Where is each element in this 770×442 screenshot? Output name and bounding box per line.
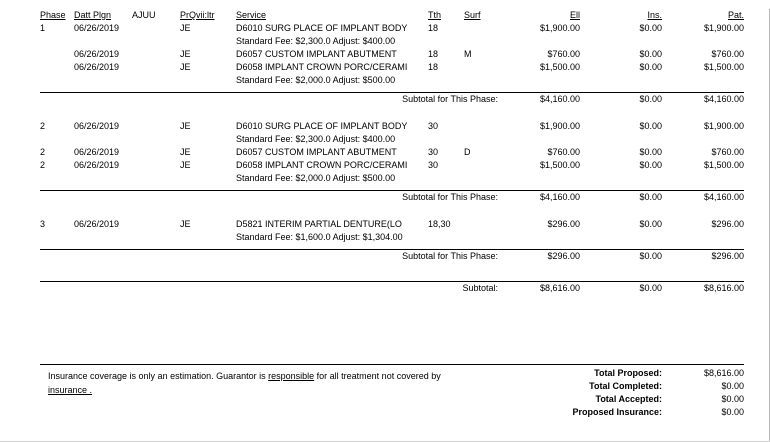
phase-subtotal-insurance: $0.00: [580, 191, 662, 205]
footer-divider: [40, 364, 744, 365]
row-spacer: [40, 263, 744, 272]
cell-insurance: $0.00: [639, 147, 662, 157]
cell-patient: $760.00: [711, 49, 744, 59]
disclaimer-text-part1: Insurance coverage is only an estimation. Guarantor is: [48, 371, 269, 381]
total-row-accepted: [444, 393, 744, 406]
phase-subtotal-row: [40, 191, 744, 205]
cell-provider: JE: [180, 219, 191, 229]
total-row-completed: [444, 380, 744, 393]
row-spacer: [40, 272, 744, 282]
cell-insurance: $0.00: [639, 160, 662, 170]
total-row-proposed-insurance: [444, 406, 744, 419]
phase-subtotal-label: Subtotal for This Phase:: [40, 250, 498, 264]
cell-patient: $1,900.00: [703, 121, 744, 131]
cell-provider: JE: [180, 23, 191, 33]
cell-surf: D: [464, 147, 471, 157]
cell-date: 06/26/2019: [74, 49, 120, 59]
col-header-pat: Pat.: [727, 10, 744, 20]
table-row-note: [40, 74, 744, 87]
grand-subtotal-label: Subtotal:: [40, 282, 498, 296]
table-header: [40, 9, 744, 22]
total-accepted-label: Total Accepted:: [595, 394, 662, 404]
col-header-ell: Ell: [569, 10, 580, 20]
cell-date: 06/26/2019: [74, 147, 120, 157]
cell-provider: JE: [180, 62, 191, 72]
insurance-disclaimer: [48, 369, 488, 397]
disclaimer-text-line2: insurance .: [48, 385, 93, 395]
phase-subtotal-fee: $4,160.00: [498, 191, 580, 205]
row-spacer: [40, 204, 744, 213]
cell-service: D6057 CUSTOM IMPLANT ABUTMENT: [236, 147, 397, 157]
footer-section: [40, 364, 744, 417]
cell-service: D6010 SURG PLACE OF IMPLANT BODY: [236, 121, 408, 131]
phase-subtotal-row: [40, 93, 744, 107]
cell-ajuu: [132, 48, 180, 61]
table-row-note: [40, 133, 744, 146]
total-completed-label: Total Completed:: [589, 381, 662, 391]
cell-standard-fee-note: Standard Fee: $2,300.0 Adjust: $400.00: [236, 36, 396, 46]
cell-service: D6058 IMPLANT CROWN PORC/CERAMI: [236, 160, 408, 170]
cell-tth: 18,30: [428, 219, 451, 229]
grand-subtotal-insurance: $0.00: [580, 282, 662, 296]
cell-tth: 18: [428, 23, 439, 33]
table-row[interactable]: [40, 120, 744, 133]
table-row-note: [40, 172, 744, 185]
col-header-tth: Tth: [428, 10, 442, 20]
cell-surf: [464, 159, 498, 172]
cell-provider: JE: [180, 121, 191, 131]
phase-subtotal-row: [40, 250, 744, 264]
disclaimer-text-responsible: responsible: [268, 371, 315, 381]
cell-phase: 2: [40, 147, 46, 157]
table-row[interactable]: [40, 48, 744, 61]
cell-insurance: $0.00: [639, 219, 662, 229]
col-header-service: Service: [236, 10, 267, 20]
table-row[interactable]: [40, 61, 744, 74]
cell-phase: 3: [40, 219, 46, 229]
cell-surf: [464, 218, 498, 231]
col-header-surf: Surf: [464, 10, 481, 20]
cell-standard-fee-note: Standard Fee: $1,600.0 Adjust: $1,304.00: [236, 232, 403, 242]
cell-fee: $1,900.00: [539, 121, 580, 131]
cell-surf: [464, 120, 498, 133]
col-header-provider: PrQvii:ltr: [180, 10, 215, 20]
cell-fee: $1,900.00: [539, 23, 580, 33]
grand-subtotal-fee: $8,616.00: [498, 282, 580, 296]
cell-service: D6010 SURG PLACE OF IMPLANT BODY: [236, 23, 408, 33]
cell-service: D5821 INTERIM PARTIAL DENTURE(LO: [236, 219, 402, 229]
cell-tth: 30: [428, 160, 439, 170]
cell-date: 06/26/2019: [74, 62, 120, 72]
cell-standard-fee-note: Standard Fee: $2,300.0 Adjust: $400.00: [236, 134, 396, 144]
cell-ajuu: [132, 159, 180, 172]
row-spacer: [40, 106, 744, 115]
cell-phase: [40, 61, 74, 74]
table-row-note: [40, 35, 744, 48]
cell-provider: JE: [180, 160, 191, 170]
cell-phase: 2: [40, 121, 46, 131]
total-row-proposed: [444, 367, 744, 380]
phase-subtotal-insurance: $0.00: [580, 93, 662, 107]
cell-date: 06/26/2019: [74, 23, 120, 33]
table-row-note: [40, 231, 744, 244]
cell-fee: $296.00: [547, 219, 580, 229]
totals-block: [444, 367, 744, 419]
col-header-ins: Ins.: [647, 10, 662, 20]
cell-fee: $760.00: [547, 49, 580, 59]
grand-subtotal-patient: $8,616.00: [662, 282, 744, 296]
proposed-insurance-value: $0.00: [721, 407, 744, 417]
cell-patient: $1,900.00: [703, 23, 744, 33]
treatment-plan-table: [40, 9, 744, 295]
phase-subtotal-label: Subtotal for This Phase:: [40, 191, 498, 205]
cell-patient: $1,500.00: [703, 160, 744, 170]
cell-ajuu: [132, 120, 180, 133]
total-accepted-value: $0.00: [721, 394, 744, 404]
cell-patient: $1,500.00: [703, 62, 744, 72]
table-body: [40, 22, 744, 295]
cell-fee: $1,500.00: [539, 160, 580, 170]
cell-patient: $296.00: [711, 219, 744, 229]
cell-tth: 30: [428, 121, 439, 131]
cell-insurance: $0.00: [639, 121, 662, 131]
cell-provider: JE: [180, 147, 191, 157]
disclaimer-text-part2: for all treatment not covered by: [314, 371, 441, 381]
cell-ajuu: [132, 218, 180, 231]
phase-subtotal-label: Subtotal for This Phase:: [40, 93, 498, 107]
proposed-insurance-label: Proposed Insurance:: [572, 407, 662, 417]
total-proposed-label: Total Proposed:: [594, 368, 662, 378]
cell-insurance: $0.00: [639, 49, 662, 59]
cell-tth: 18: [428, 49, 439, 59]
phase-subtotal-patient: $296.00: [662, 250, 744, 264]
cell-tth: 30: [428, 147, 439, 157]
cell-date: 06/26/2019: [74, 121, 120, 131]
cell-patient: $760.00: [711, 147, 744, 157]
treatment-plan-page: [0, 9, 770, 442]
cell-surf: [464, 22, 498, 35]
cell-fee: $760.00: [547, 147, 580, 157]
cell-fee: $1,500.00: [539, 62, 580, 72]
phase-subtotal-patient: $4,160.00: [662, 191, 744, 205]
cell-surf: [464, 61, 498, 74]
cell-tth: 18: [428, 62, 439, 72]
cell-standard-fee-note: Standard Fee: $2,000.0 Adjust: $500.00: [236, 173, 396, 183]
grand-subtotal-row: [40, 282, 744, 296]
phase-subtotal-patient: $4,160.00: [662, 93, 744, 107]
phase-subtotal-fee: $296.00: [498, 250, 580, 264]
table-row[interactable]: [40, 22, 744, 35]
cell-surf: M: [464, 49, 472, 59]
cell-insurance: $0.00: [639, 62, 662, 72]
total-completed-value: $0.00: [721, 381, 744, 391]
table-row[interactable]: [40, 159, 744, 172]
phase-subtotal-insurance: $0.00: [580, 250, 662, 264]
totals-table: [444, 367, 744, 419]
total-proposed-value: $8,616.00: [703, 368, 744, 378]
cell-date: 06/26/2019: [74, 219, 120, 229]
cell-service: D6058 IMPLANT CROWN PORC/CERAMI: [236, 62, 408, 72]
table-row[interactable]: [40, 218, 744, 231]
col-header-phase: Phase: [40, 10, 66, 20]
table-row[interactable]: [40, 146, 744, 159]
cell-ajuu: [132, 22, 180, 35]
cell-ajuu: [132, 146, 180, 159]
cell-insurance: $0.00: [639, 23, 662, 33]
cell-provider: JE: [180, 49, 191, 59]
table-header-row: [40, 9, 744, 22]
cell-phase: 2: [40, 160, 46, 170]
cell-phase: 1: [40, 23, 46, 33]
cell-date: 06/26/2019: [74, 160, 120, 170]
col-header-date: Datt Plgn: [74, 10, 112, 20]
phase-subtotal-fee: $4,160.00: [498, 93, 580, 107]
cell-ajuu: [132, 61, 180, 74]
cell-phase: [40, 48, 74, 61]
col-header-ajuu: AJUU: [132, 10, 156, 20]
cell-standard-fee-note: Standard Fee: $2,000.0 Adjust: $500.00: [236, 75, 396, 85]
cell-service: D6057 CUSTOM IMPLANT ABUTMENT: [236, 49, 397, 59]
